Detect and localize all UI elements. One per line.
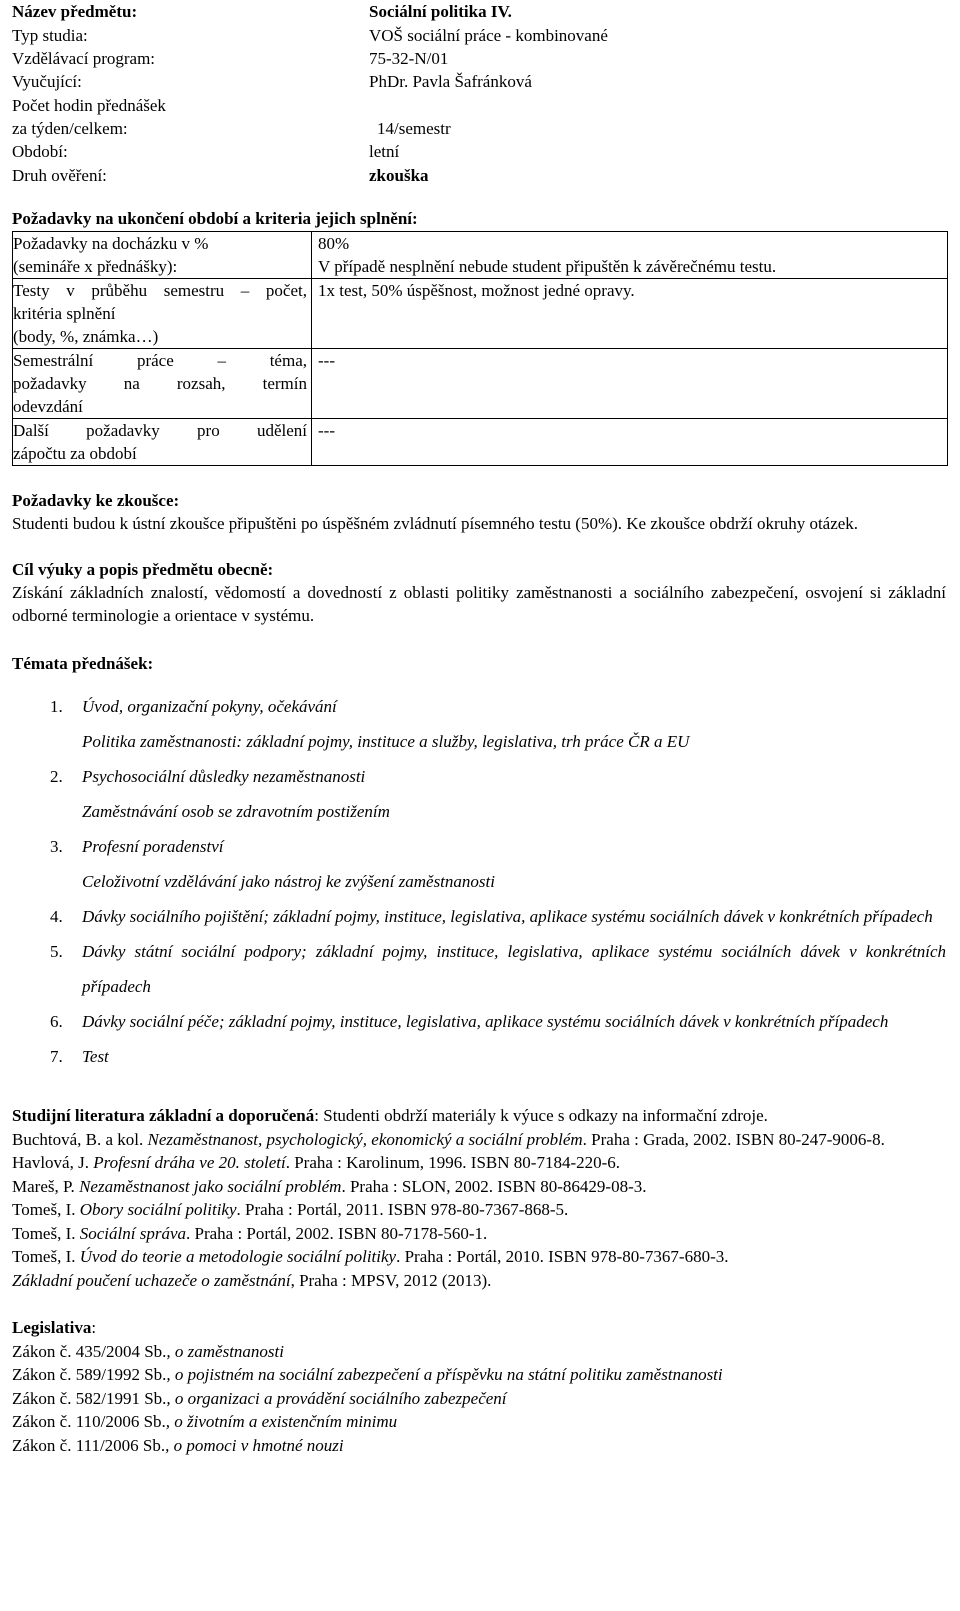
law-name: , o zaměstnanosti [166, 1341, 284, 1361]
lit-rest: . Praha : Portál, 2011. ISBN 978-80-7367-868-5. [236, 1200, 569, 1219]
literature-section [12, 1104, 946, 1292]
item-text: Psychosociální důsledky nezaměstnanosti [82, 767, 366, 786]
exam-text: Studenti budou k ústní zkoušce připuštěni po úspěšném zvládnutí písemného testu (50%). Ke zkoušce obdrží okruhy otázek. [12, 514, 859, 533]
legislation-item [12, 1410, 946, 1434]
lit-author: Mareš, P. [12, 1176, 80, 1196]
lit-rest: . Praha : Portál, 2010. ISBN 978-80-7367-680-3. [396, 1247, 729, 1266]
lit-author: Tomeš, I. [12, 1200, 80, 1219]
info-label: Počet hodin přednášek [12, 96, 166, 115]
table-cell [13, 349, 312, 419]
literature-item [12, 1175, 946, 1199]
lit-title: Sociální správa [79, 1223, 186, 1243]
table-cell [312, 419, 948, 466]
goal-text: Získání základních znalostí, vědomostí a dovedností z oblasti politiky zaměstnanosti a sociálního zabezpečení, osvojení si základní odborné terminologie a orientace v systému. [12, 583, 946, 625]
lit-title: Obory sociální politiky [79, 1200, 237, 1219]
cell-line: požadavky na rozsah, termín [13, 374, 307, 393]
info-label: Vzdělávací program: [12, 49, 156, 68]
table-cell [13, 279, 312, 349]
literature-item [12, 1128, 946, 1152]
cell-line: Semestrální práce – téma, [13, 351, 307, 370]
item-number: 5. [50, 942, 63, 961]
lit-title: Nezaměstnanost jako sociální problém [79, 1176, 342, 1196]
course-info [12, 0, 946, 188]
law-name: , o životním a existenčním minimu [165, 1412, 398, 1431]
law-name: , o pojistném na sociální zabezpečení a příspěvku na státní politiku zaměstnanosti [166, 1365, 723, 1384]
table-row [13, 419, 948, 466]
table-row [13, 232, 948, 279]
literature-item [12, 1222, 946, 1246]
table-cell [13, 419, 312, 466]
requirements-table [12, 231, 948, 466]
table-cell [312, 232, 948, 279]
lit-author: Buchtová, B. a kol. [12, 1129, 148, 1149]
literature-intro: : Studenti obdrží materiály k výuce s odkazy na informační zdroje. [314, 1106, 768, 1125]
law-name: , o pomoci v hmotné nouzi [165, 1435, 344, 1455]
law-number: Zákon č. 589/1992 Sb. [12, 1365, 167, 1384]
literature-heading [12, 1104, 946, 1128]
cell-line: V případě nesplnění nebude student připuštěn k závěrečnému testu. [318, 257, 777, 276]
law-number: Zákon č. 582/1991 Sb. [12, 1388, 167, 1408]
list-item [12, 1004, 946, 1039]
lit-title: Nezaměstnanost, psychologický, ekonomický a sociální problém [147, 1129, 583, 1149]
requirements-title: Požadavky na ukončení období a kriteria jejich splnění: [12, 209, 418, 228]
info-label: Vyučující: [12, 72, 82, 91]
legislation-item [12, 1434, 946, 1458]
info-value: 75-32-N/01 [369, 49, 449, 68]
info-label: Druh ověření: [12, 166, 107, 185]
cell-line: --- [318, 421, 335, 440]
cell-line: (body, %, známka…) [13, 327, 159, 346]
legislation-colon: : [91, 1318, 97, 1337]
lit-title: Profesní dráha ve 20. století [93, 1153, 286, 1172]
literature-title: Studijní literatura základní a doporučená [12, 1106, 315, 1125]
legislation-item [12, 1387, 946, 1411]
exam-title: Požadavky ke zkoušce: [12, 491, 180, 510]
table-cell [13, 232, 312, 279]
list-item [12, 1039, 946, 1074]
literature-item [12, 1269, 946, 1293]
cell-line: kritéria splnění [13, 304, 116, 323]
info-label: Typ studia: [12, 26, 88, 45]
lit-author: Tomeš, I. [12, 1223, 80, 1243]
item-text: Dávky sociální péče; základní pojmy, instituce, legislativa, aplikace systému sociálních dávek v konkrétních případech [82, 1012, 889, 1031]
law-number: Zákon č. 111/2006 Sb. [12, 1435, 166, 1455]
lit-title: Úvod do teorie a metodologie sociální politiky [79, 1247, 397, 1266]
topics-list [12, 689, 946, 1074]
cell-line: (semináře x přednášky): [13, 257, 178, 276]
info-label: Název předmětu: [12, 2, 138, 21]
item-number: 2. [50, 767, 63, 786]
legislation-heading [12, 1316, 946, 1340]
cell-line: odevzdání [13, 397, 83, 416]
table-row [13, 349, 948, 419]
item-text: Dávky sociálního pojištění; základní pojmy, instituce, legislativa, aplikace systému sociálních dávek v konkrétních případech [82, 907, 933, 926]
legislation-title: Legislativa [12, 1318, 92, 1337]
lit-rest: , Praha : MPSV, 2012 (2013). [290, 1270, 492, 1290]
cell-line: Testy v průběhu semestru – počet, [13, 281, 307, 300]
info-value: zkouška [369, 166, 429, 185]
cell-line: zápočtu za období [13, 444, 137, 463]
item-text: Celoživotní vzdělávání jako nástroj ke zvýšení zaměstnanosti [82, 872, 495, 891]
item-text: Politika zaměstnanosti: základní pojmy, instituce a služby, legislativa, trh práce ČR a EU [82, 732, 690, 751]
item-number: 3. [50, 837, 63, 856]
cell-line: --- [318, 351, 335, 370]
lit-title: Základní poučení uchazeče o zaměstnání [12, 1270, 291, 1290]
info-label: Období: [12, 142, 68, 161]
item-number: 1. [50, 697, 63, 716]
legislation-item [12, 1363, 946, 1387]
item-text: Profesní poradenství [82, 837, 224, 856]
info-value: PhDr. Pavla Šafránková [369, 72, 532, 91]
info-value: Sociální politika IV. [369, 2, 512, 21]
legislation-item [12, 1340, 946, 1364]
table-cell [312, 349, 948, 419]
literature-item [12, 1198, 946, 1222]
topics-title: Témata přednášek: [12, 654, 154, 673]
lit-rest: . Praha : Portál, 2002. ISBN 80-7178-560-1. [186, 1223, 488, 1243]
item-number: 7. [50, 1047, 63, 1066]
law-number: Zákon č. 435/2004 Sb. [12, 1341, 167, 1361]
list-item [12, 934, 946, 1004]
info-value: VOŠ sociální práce - kombinované [369, 26, 608, 45]
table-row [13, 279, 948, 349]
item-number: 6. [50, 1012, 63, 1031]
cell-line: 80% [318, 234, 350, 253]
cell-line: Další požadavky pro udělení [13, 421, 307, 440]
item-text: Test [82, 1047, 109, 1066]
cell-line: Požadavky na docházku v % [13, 234, 209, 253]
document [12, 0, 946, 1457]
legislation-section [12, 1316, 946, 1457]
list-item [12, 829, 946, 899]
law-name: , o organizaci a provádění sociálního zabezpečení [166, 1388, 507, 1408]
item-number: 4. [50, 907, 63, 926]
table-cell [312, 279, 948, 349]
cell-line: 1x test, 50% úspěšnost, možnost jedné opravy. [318, 281, 635, 300]
list-item [12, 759, 946, 829]
list-item [12, 689, 946, 759]
lit-author: Tomeš, I. [12, 1247, 80, 1266]
item-text: Zaměstnávání osob se zdravotním postižením [82, 802, 390, 821]
literature-item [12, 1151, 946, 1175]
list-item [12, 899, 946, 934]
law-number: Zákon č. 110/2006 Sb. [12, 1412, 166, 1431]
info-value: 14/semestr [377, 119, 451, 138]
lit-rest: . Praha : Grada, 2002. ISBN 80-247-9006-8. [582, 1129, 885, 1149]
literature-item [12, 1245, 946, 1269]
info-value: letní [369, 142, 400, 161]
lit-rest: . Praha : SLON, 2002. ISBN 80-86429-08-3. [341, 1176, 647, 1196]
lit-rest: . Praha : Karolinum, 1996. ISBN 80-7184-220-6. [285, 1153, 621, 1172]
item-text: Dávky státní sociální podpory; základní pojmy, instituce, legislativa, aplikace systému sociálních dávek v konkrétních případech [82, 942, 946, 996]
lit-author: Havlová, J. [12, 1153, 94, 1172]
goal-title: Cíl výuky a popis předmětu obecně: [12, 560, 274, 579]
info-label: za týden/celkem: [12, 119, 128, 138]
item-text: Úvod, organizační pokyny, očekávání [82, 697, 337, 716]
